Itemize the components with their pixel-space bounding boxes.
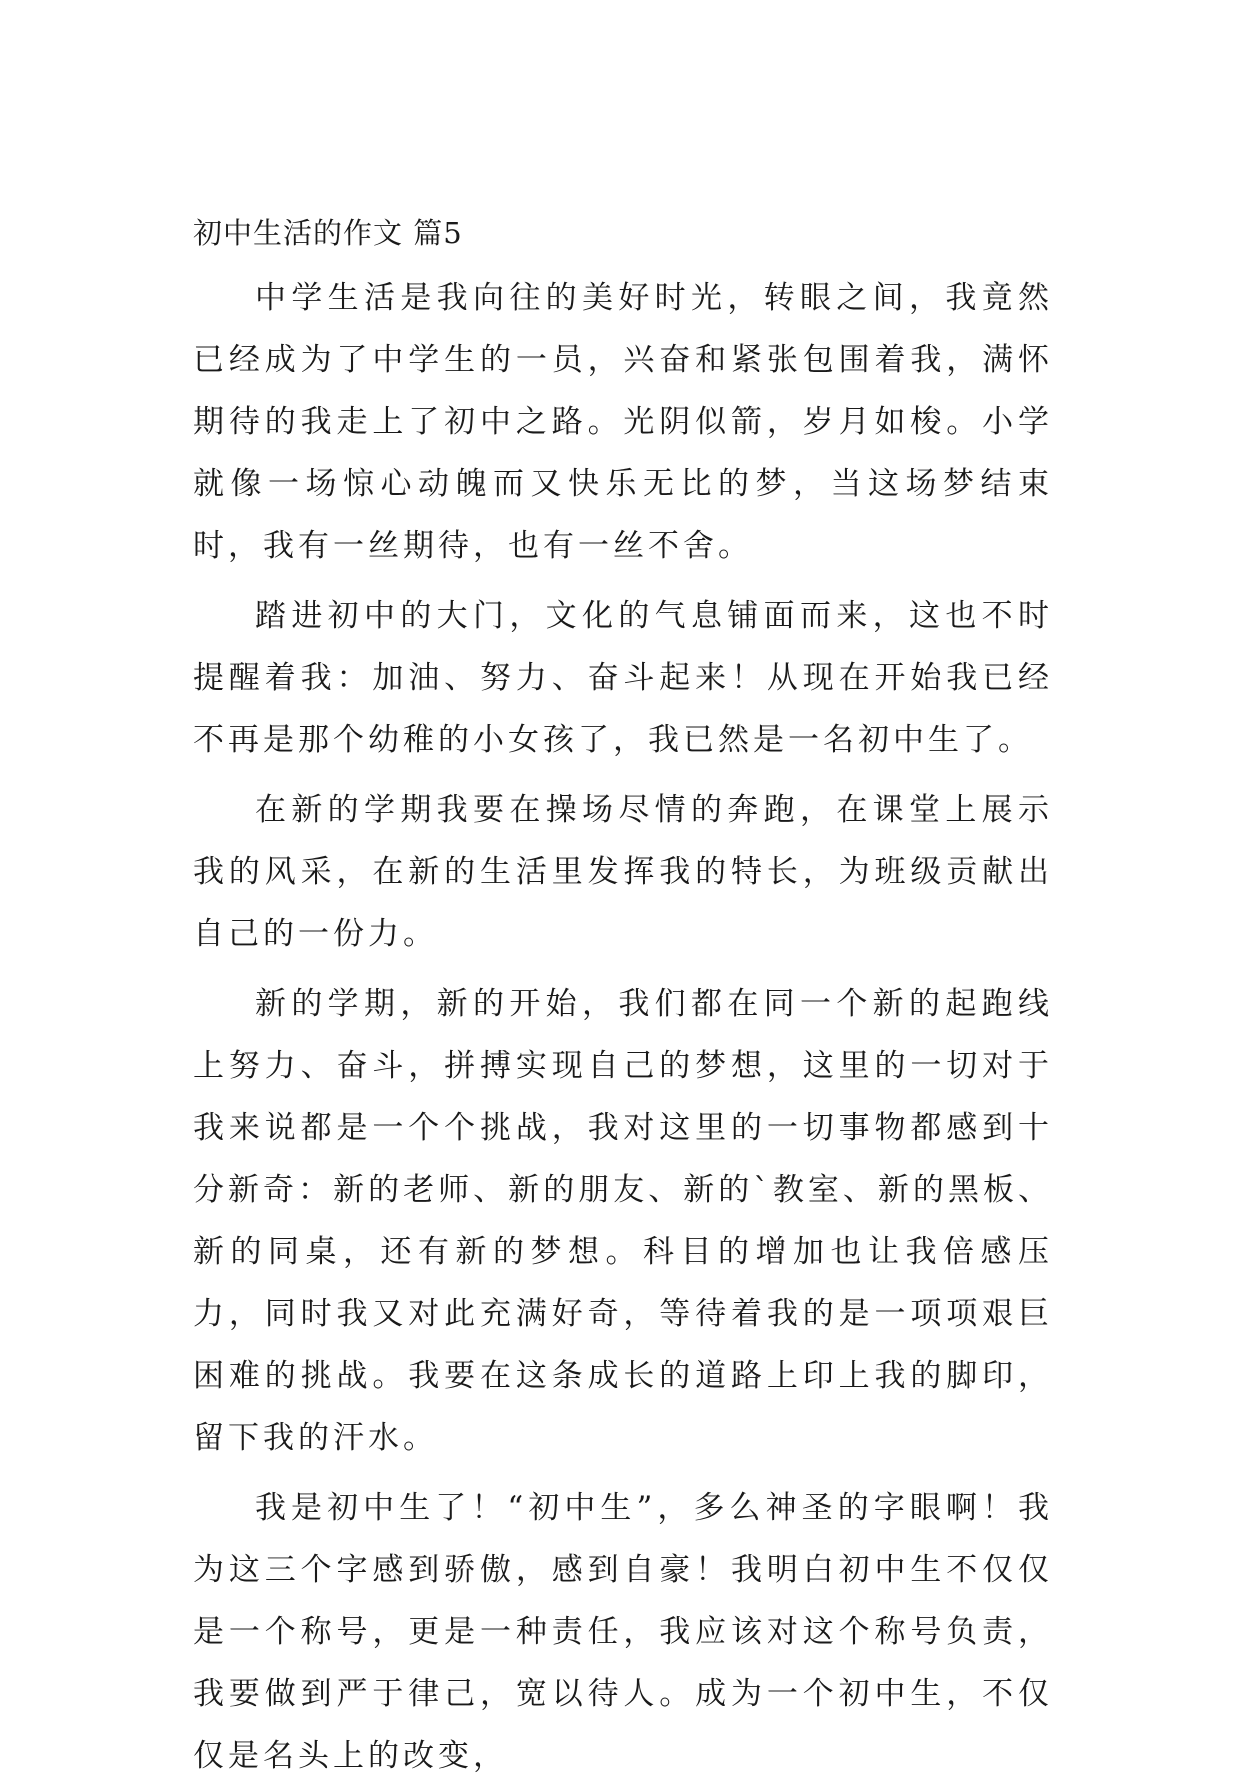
paragraph-4: 新的学期，新的开始，我们都在同一个新的起跑线上努力、奋斗，拼搏实现自己的梦想，这里的一切对于我来说都是一个个挑战，我对这里的一切事物都感到十分新奇：新的老师、新的朋友、新的`教室、新的黑板、新的同桌，还有新的梦想。科目的增加也让我倍感压力，同时我又对此充满好奇，等待着我的是一项项艰巨困难的挑战。我要在这条成长的道路上印上我的脚印，留下我的汗水。: [193, 986, 1053, 1456]
paragraph-3: 在新的学期我要在操场尽情的奔跑，在课堂上展示我的风采，在新的生活里发挥我的特长，为班级贡献出自己的一份力。: [193, 792, 1053, 952]
paragraph-2: 踏进初中的大门，文化的气息铺面而来，这也不时提醒着我：加油、努力、奋斗起来！从现在开始我已经不再是那个幼稚的小女孩了，我已然是一名初中生了。: [193, 598, 1053, 758]
document-page: [193, 213, 1053, 1787]
document-title: 初中生活的作文 篇5: [193, 216, 463, 250]
paragraph-1: 中学生活是我向往的美好时光，转眼之间，我竟然已经成为了中学生的一员，兴奋和紧张包围着我，满怀期待的我走上了初中之路。光阴似箭，岁月如梭。小学就像一场惊心动魄而又快乐无比的梦，当这场梦结束时，我有一丝期待，也有一丝不舍。: [193, 280, 1053, 564]
paragraph-5: 我是初中生了！“初中生”，多么神圣的字眼啊！我为这三个字感到骄傲，感到自豪！我明白初中生不仅仅是一个称号，更是一种责任，我应该对这个称号负责，我要做到严于律己，宽以待人。成为一个初中生，不仅仅是名头上的改变，: [193, 1490, 1053, 1774]
